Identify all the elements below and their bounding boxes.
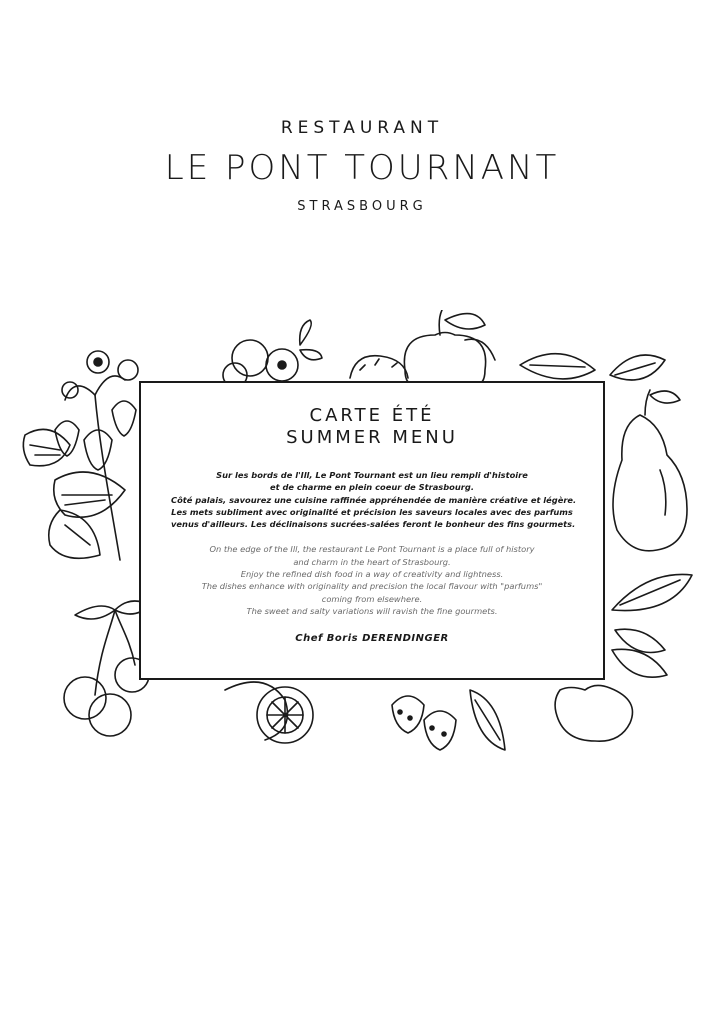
lemon-icon bbox=[225, 682, 313, 743]
intro-fr-line: Côté palais, savourez une cuisine raffinée appréhendée de manière créative et légère. bbox=[171, 494, 577, 505]
intro-en-line: Enjoy the refined dish food in a way of creativity and lightness. bbox=[240, 569, 504, 580]
intro-en-line: and charm in the heart of Strasbourg. bbox=[293, 556, 451, 567]
raspberries-icon bbox=[392, 690, 505, 750]
leaves-lower-right-icon bbox=[612, 574, 692, 677]
apple-bottom-icon bbox=[555, 685, 632, 741]
menu-title-fr: CARTE ÉTÉ bbox=[309, 405, 435, 426]
pear-icon bbox=[613, 390, 687, 551]
orange-icon bbox=[350, 356, 408, 378]
intro-fr-line: et de charme en plein coeur de Strasbourg. bbox=[270, 482, 474, 493]
intro-en-line: The dishes enhance with originality and precision the local flavour with "parfums" bbox=[201, 581, 543, 592]
intro-en-line: The sweet and salty variations will ravish the fine gourmets. bbox=[246, 605, 498, 616]
restaurant-name: LE PONT TOURNANT bbox=[164, 148, 560, 188]
intro-fr-line: Sur les bords de l'Ill, Le Pont Tournant est un lieu rempli d'histoire bbox=[216, 470, 528, 480]
intro-english bbox=[171, 543, 573, 617]
intro-fr-line: venus d'ailleurs. Les déclinaisons sucrées-salées feront le bonheur des fins gourmets. bbox=[171, 519, 576, 530]
apple-icon bbox=[404, 310, 495, 385]
intro-en-line: On the edge of the Ill, the restaurant Le Pont Tournant is a place full of history bbox=[209, 544, 535, 555]
intro-fr-line: Les mets subliment avec originalité et précision les saveurs locales avec des parfums bbox=[171, 506, 573, 517]
menu-card bbox=[139, 381, 605, 680]
strawberry-plant-icon bbox=[23, 351, 138, 560]
menu-title-en: SUMMER MENU bbox=[286, 427, 458, 448]
leaves-right-icon bbox=[520, 354, 665, 380]
city-label: STRASBOURG bbox=[297, 199, 427, 214]
cherries-icon bbox=[64, 601, 150, 736]
intro-en-line: coming from elsewhere. bbox=[321, 593, 423, 604]
chef-signature: Chef Boris DERENDINGER bbox=[295, 633, 449, 645]
restaurant-label: RESTAURANT bbox=[280, 118, 444, 138]
blueberries-icon bbox=[223, 320, 322, 387]
intro-french bbox=[171, 469, 577, 530]
